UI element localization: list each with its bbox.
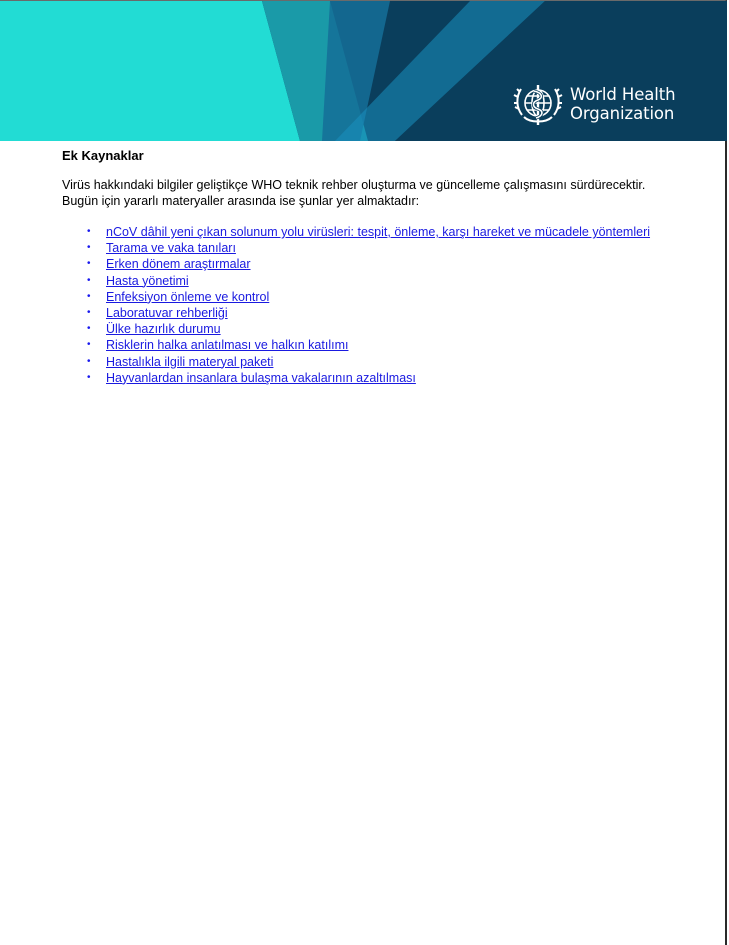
- list-item: [62, 354, 702, 370]
- list-item: [62, 337, 702, 353]
- list-item: [62, 289, 702, 305]
- list-item: [62, 305, 702, 321]
- resource-link[interactable]: Hayvanlardan insanlara bulaşma vakalarının azaltılması: [106, 370, 416, 385]
- bullet-icon: •: [87, 242, 91, 254]
- list-item: [62, 256, 702, 272]
- bullet-icon: •: [87, 290, 91, 302]
- resource-link[interactable]: Hasta yönetimi: [106, 273, 189, 288]
- resource-link[interactable]: Ülke hazırlık durumu: [106, 322, 221, 337]
- who-name-line2: Organization: [570, 104, 675, 123]
- bullet-icon: •: [87, 274, 91, 286]
- resource-link[interactable]: Risklerin halka anlatılması ve halkın katılımı: [106, 338, 349, 353]
- bullet-icon: •: [87, 306, 91, 318]
- intro-line-1: Virüs hakkındaki bilgiler geliştikçe WHO teknik rehber oluşturma ve güncelleme çalışmasını sürdürecektir.: [62, 178, 646, 192]
- resource-link[interactable]: Laboratuvar rehberliği: [106, 305, 228, 320]
- resource-link[interactable]: Tarama ve vaka tanıları: [106, 241, 236, 256]
- bullet-icon: •: [87, 258, 91, 270]
- resource-link[interactable]: Hastalıkla ilgili materyal paketi: [106, 354, 274, 369]
- bullet-icon: •: [87, 226, 91, 237]
- bullet-icon: •: [87, 323, 91, 335]
- header-banner: [0, 1, 727, 141]
- resource-link[interactable]: Erken dönem araştırmalar: [106, 257, 251, 272]
- list-item: [62, 224, 702, 240]
- intro-line-2: Bugün için yararlı materyaller arasında ise şunlar yer almaktadır:: [62, 194, 420, 208]
- bullet-icon: •: [87, 371, 91, 383]
- list-item: [62, 240, 702, 256]
- list-item: [62, 273, 702, 289]
- resource-link[interactable]: nCoV dâhil yeni çıkan solunum yolu virüsleri: tespit, önleme, karşı hareket ve mücadele yöntemleri: [106, 225, 651, 239]
- bullet-icon: •: [87, 339, 91, 351]
- who-name-line1: World Health: [570, 85, 676, 104]
- who-emblem-icon: [510, 79, 566, 129]
- who-logo: [510, 79, 680, 129]
- bullet-icon: •: [87, 355, 91, 367]
- intro-paragraph: [62, 177, 702, 209]
- section-heading: Ek Kaynaklar: [62, 148, 144, 163]
- list-item: [62, 321, 702, 337]
- resource-list: [62, 224, 702, 386]
- resource-link[interactable]: Enfeksiyon önleme ve kontrol: [106, 289, 270, 304]
- content-area: [62, 147, 702, 386]
- list-item: [62, 370, 702, 386]
- who-wordmark: [570, 85, 676, 123]
